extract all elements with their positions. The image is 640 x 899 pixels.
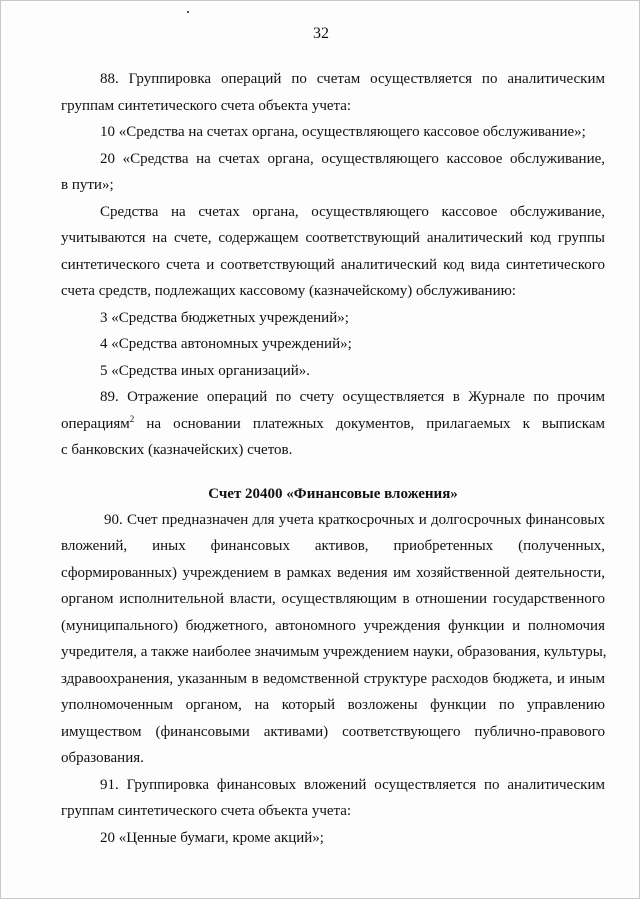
paragraph-89-line-3: с банковских (казначейских) счетов.	[61, 442, 293, 458]
paragraph-90-line-8: уполномоченным органом, на который возложены функции по управлению	[61, 697, 605, 713]
list-item-4: 4 «Средства автономных учреждений»;	[100, 336, 352, 352]
list-item-20-line-2: в пути»;	[61, 177, 114, 193]
page-number: 32	[313, 25, 329, 42]
paragraph-90-line-5: (муниципального) бюджетного, автономного учреждения функции и полномочия	[61, 617, 605, 634]
paragraph-89-line-1: 89. Отражение операций по счету осуществляется в Журнале по прочим	[100, 389, 605, 405]
paragraph-funds-line-3: синтетического счета и соответствующий аналитический код вида синтетического	[61, 256, 605, 273]
list-item-20-securities: 20 «Ценные бумаги, кроме акций»;	[100, 829, 324, 846]
paragraph-90-line-1: 90. Счет предназначен для учета краткосрочных и долгосрочных финансовых	[104, 511, 605, 528]
paragraph-88-line-2: группам синтетического счета объекта учета:	[61, 97, 352, 114]
page-body	[61, 66, 605, 851]
scan-speck	[187, 11, 189, 13]
paragraph-90-line-3: сформированных) учреждением в рамках ведения им хозяйственной деятельности,	[61, 564, 605, 581]
paragraph-91-line-1: 91. Группировка финансовых вложений осуществляется по аналитическим	[100, 776, 605, 793]
paragraph-90-line-7: здравоохранения, указанным в ведомственной структуре расходов бюджета, и иным	[61, 670, 605, 687]
section-gap	[61, 464, 605, 481]
paragraph-90-line-9: имуществом (финансовыми активами) соответствующего публично-правового	[61, 723, 605, 740]
paragraph-91-line-2: группам синтетического счета объекта учета:	[61, 803, 352, 819]
list-item-20-line-1: 20 «Средства на счетах органа, осуществляющего кассовое обслуживание,	[100, 150, 605, 167]
paragraph-funds-line-1: Средства на счетах органа, осуществляющего кассовое обслуживание,	[100, 203, 605, 220]
paragraph-89-rest: на основании платежных документов, прилагаемых к выпискам	[146, 415, 605, 432]
paragraph-90-line-4: органом исполнительной власти, осуществляющим в отношении государственного	[61, 591, 605, 607]
footnote-reference: 2	[129, 413, 135, 424]
paragraph-funds-line-4: счета средств, подлежащих кассовому (казначейскому) обслуживанию:	[61, 283, 516, 299]
paragraph-89-word: операциям	[61, 415, 130, 432]
paragraph-90-line-2: вложений, иных финансовых активов, приобретенных (полученных,	[61, 538, 605, 554]
paragraph-89-line-2	[61, 411, 605, 438]
section-heading: Счет 20400 «Финансовые вложения»	[208, 485, 458, 502]
paragraph-90-line-10: образования.	[61, 750, 144, 766]
paragraph-88-line-1: 88. Группировка операций по счетам осуществляется по аналитическим	[100, 71, 605, 87]
list-item-3: 3 «Средства бюджетных учреждений»;	[100, 309, 349, 326]
paragraph-90-line-6: учредителя, а также наиболее значимым учреждением науки, образования, культуры,	[61, 644, 607, 660]
paragraph-funds-line-2: учитываются на счете, содержащем соответствующий аналитический код группы	[61, 230, 605, 246]
list-item-5: 5 «Средства иных организаций».	[100, 362, 311, 379]
list-item-10: 10 «Средства на счетах органа, осуществляющего кассовое обслуживание»;	[100, 124, 586, 140]
